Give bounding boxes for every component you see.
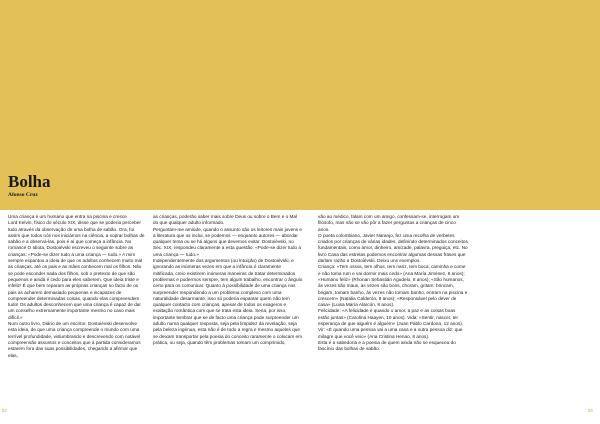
text-column-1: Uma criança é um humano que entra na piscina e cresce Lord Kelvin, físico do século XIX, disse que se poderia perceber tudo através da observação de uma bolha de sabão. Ora, foi assim que todos nós nos iniciámos na ciência, a soprar bolhas de sabão e a observá-las, pois é aí que começa a infância. No romance O Idiota, Dostoiévski escreveu o seguinte sobre as crianças: «Pode-se dizer tudo a uma criança — tudo.» A mim sempre espantou a ideia de que os adultos conhecem muito mal as crianças, até os pais e as mães conhecem mal os filhos. Não se pode esconder nada dos filhos, sob o pretexto de que são pequenos e ainda é cedo para eles saberem. Que ideia triste e infeliz! É que bem reparam as próprias crianças no facto de os pais as acharem demasiado pequenas e incapazes de compreender determinadas coisas, quando elas compreendem tudo! Os adultos desconhecem que uma criança é capaz de dar um conselho extremamente importante mesmo no caso mais difícil.» Num outro livro, Diário de um escritor, Dostoiévski desenvolve esta ideia, de que uma criança compreende o mundo com uma terrível profundidade, vislumbrando e descrevendo com notável compreensão assuntos e conceitos que à partida consideramos estarem fora das suas possibilidades, chegando a afirmar que elas,: [8, 214, 145, 358]
header-banner: [0, 0, 600, 210]
article-author: Afonso Cruz: [8, 192, 38, 198]
text-column-3: vão ao médico, falam com um amigo, confessam-se, interrogam um filósofo, mas não se vão pôr a fazer perguntas a crianças de cinco anos. O poeta colombiano, Javier Naranjo, fez uma recolha de verbetes criados por crianças de várias idades, definindo determinados conceitos fundamentais, como amor, dinheiro, amizade, palavra, preguiça, etc. No livro Casa das estrelas podemos encontrar algumas dessas frases que darlam razão a Dostoiévski. Deixo uns exemplos. Criança: «Tem ossos, tem olhos, tem nariz, tem boca, caminha e come e não toma rum e vai dormir mais cedo» (Ana María Jiménez, 6 anos); «Humano feliz» (Rhonan Sebastián Agudelo, 8 anos); «São humanos, às vezes são maus, às vezes são bons, choram, gritam: brincam, brigam, tomam banho, às vezes não tomam banho, entram na piscina e crescem» (Natalia Calderón, 8 anos); «Responsável pelo dever de casa» (Luisa María Alarcón, 8 anos). Felicidade: «A felicidade é quando o amor, a paz e as coisas boas estão juntas» (Carolina Haayen, 10 anos). Vida: «Sentir, nascer, ter esperança de que alguém é alguém» (Juan Pablo Cardona, 12 anos). Vir: «É quando uma pessoa vai a uma casa e a outra pessoa diz: que milagre que você veio» (Ana Cristina Henao, 8 anos). Esta é a sabedoria e a poesia de quem ainda não se esqueceu do fascínio das bolhas de sabão.: [318, 214, 468, 352]
page-number-left: 52: [2, 408, 7, 413]
page-number-right: 53: [588, 408, 593, 413]
text-column-2: as crianças, poderão saber mais sobre Deus ou sobre o Bem e o Mal do que qualquer adulto informado. Perguntam-me amiúde, quando o assunto são os leitores mais jovens e a literatura que os inclui, se podemos — enquanto autores — abordar qualquer tema ou se há alguns que devemos evitar. Dostoiévski, no Séc. XIX, respondeu claramente a esta questão: «Pode-se dizer tudo a uma criança — tudo.» Independentemente dos argumentos (ou intuição) de Dostoiévski, e ignorando as inúmeras vezes em que a infância é claramente mitificada, creio existirem inúmeras maneiras de tratar determinados problemas e podermos sempre, tem algum trabalho, encontrar o ângulo certo para os comunicar. Quanto à possibilidade de uma criança nos surpreender respondendo a um problema complexo com uma naturalidade desarmante, isso só poderia espantar quem não tem qualquer contacto com crianças, apesar de todos os exageros e exaltação romântica com que se trata esta ideia. Seria, por isso, importante lembrar que se de facto uma criança pode surpreender um adulto numa qualquer resposta, seja pela limpidez da revelação, seja pela beleza ingénua, esta não é de todo a regra e mesmo aqueles que se deixam transportar pela poesia do conceito raramente o colocam em prática, ou seja, quando têm problemas tomam um comprimido,: [153, 214, 303, 345]
article-title: Bolha: [8, 172, 51, 191]
